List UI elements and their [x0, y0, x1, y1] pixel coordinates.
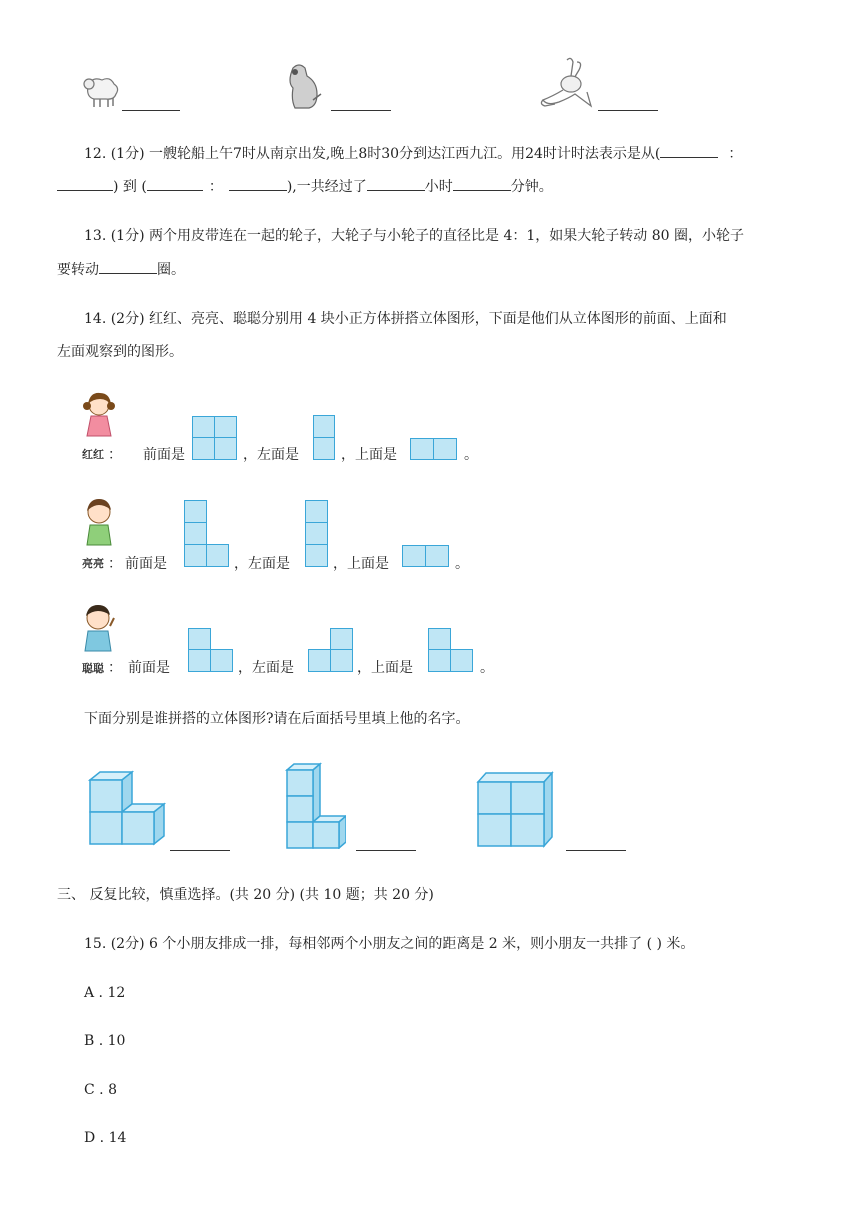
view-square: [214, 437, 237, 460]
q12-text-to: ) 到 (: [113, 179, 147, 195]
view-square: [214, 416, 237, 438]
q12-start-hour-blank[interactable]: [660, 143, 718, 158]
cube-figure-3: [476, 770, 554, 848]
cube-figure-2: [284, 761, 346, 849]
rabbit-sketch-image: [537, 56, 595, 112]
congcong-name: 聪聪: [82, 662, 104, 675]
rabbit-answer-blank[interactable]: [598, 96, 658, 111]
liangliang-colon: ：: [108, 556, 122, 572]
q13-text-laps: 圈。: [157, 262, 185, 278]
congcong-colon: ：: [108, 660, 122, 676]
q12-minutes-blank[interactable]: [453, 176, 511, 191]
q14-instruction: 下面分别是谁拼搭的立体图形?请在后面括号里填上他的名字。: [84, 711, 470, 727]
congcong-front-label: 前面是: [128, 660, 170, 676]
q12-hours-blank[interactable]: [367, 176, 425, 191]
liangliang-name: 亮亮: [82, 557, 104, 570]
view-square: [402, 545, 426, 567]
q12-line2: [57, 176, 553, 197]
view-square: [330, 649, 353, 672]
q14-line2: 左面观察到的图形。: [57, 344, 183, 360]
cube-figure-1: [84, 770, 166, 848]
q15-option-c[interactable]: C . 8: [84, 1082, 117, 1098]
honghong-colon: ：: [108, 447, 122, 463]
liangliang-left-label: ，左面是: [234, 556, 290, 572]
q12-start-minute-blank[interactable]: [57, 176, 113, 191]
view-square: [305, 522, 328, 545]
q15-option-a[interactable]: A . 12: [84, 985, 126, 1001]
q12-text-total: ),一共经过了: [286, 179, 367, 195]
q15-option-b[interactable]: B . 10: [84, 1033, 126, 1049]
view-square: [330, 628, 353, 650]
honghong-left-label: ，左面是: [243, 447, 299, 463]
view-square: [305, 544, 328, 567]
honghong-name: 红红: [82, 448, 104, 461]
view-square: [313, 415, 335, 438]
q12-end-minute-blank[interactable]: [229, 176, 287, 191]
q12-line1: [84, 143, 742, 164]
q15-stem: 15. (2分) 6 个小朋友排成一排，每相邻两个小朋友之间的距离是 2 米，则小朋友一共排了 ( ) 米。: [84, 936, 695, 952]
view-square: [313, 437, 335, 460]
view-square: [428, 649, 451, 672]
q13-line1: 13. (1分) 两个用皮带连在一起的轮子，大轮子与小轮子的直径比是 4：1，如果大轮子转动 80 圈，小轮子: [84, 228, 744, 244]
view-square: [184, 544, 207, 567]
honghong-avatar: [82, 392, 116, 438]
q12-colon: ：: [728, 146, 743, 162]
dog-sketch-image: [283, 62, 323, 110]
view-square: [188, 649, 211, 672]
cube-figure-3-answer-blank[interactable]: [566, 836, 626, 851]
q12-end-hour-blank[interactable]: [147, 176, 203, 191]
sheep-sketch-image: [80, 68, 124, 112]
view-square: [192, 416, 215, 438]
view-square: [305, 500, 328, 523]
honghong-front-label: 前面是: [143, 447, 185, 463]
view-square: [428, 628, 451, 650]
congcong-top-label: ，上面是: [357, 660, 413, 676]
honghong-top-label: ，上面是: [341, 447, 397, 463]
q13-answer-blank[interactable]: [99, 259, 157, 274]
view-square: [425, 545, 449, 567]
q12-colon2: ：: [208, 179, 223, 195]
q13-line2: [57, 259, 185, 280]
section3-title: 三、 反复比较，慎重选择。(共 20 分) (共 10 题；共 20 分): [57, 887, 434, 903]
view-square: [184, 500, 207, 523]
congcong-end: 。: [480, 660, 494, 676]
congcong-avatar: [82, 604, 118, 654]
liangliang-front-label: 前面是: [125, 556, 167, 572]
view-square: [206, 544, 229, 567]
q12-text-minutes: 分钟。: [510, 179, 553, 195]
view-square: [410, 438, 434, 460]
view-square: [184, 522, 207, 545]
view-square: [433, 438, 457, 460]
congcong-left-label: ，左面是: [238, 660, 294, 676]
cube-figure-1-answer-blank[interactable]: [170, 836, 230, 851]
view-square: [450, 649, 473, 672]
q14-line1: 14. (2分) 红红、亮亮、聪聪分别用 4 块小正方体拼搭立体图形，下面是他们从立体图形的前面、上面和: [84, 311, 727, 327]
dog-answer-blank[interactable]: [331, 96, 391, 111]
view-square: [192, 437, 215, 460]
q13-text-turn: 要转动: [57, 262, 99, 278]
cube-figure-2-answer-blank[interactable]: [356, 836, 416, 851]
q15-option-d[interactable]: D . 14: [84, 1130, 127, 1146]
sheep-answer-blank[interactable]: [122, 96, 180, 111]
liangliang-top-label: ，上面是: [333, 556, 389, 572]
liangliang-end: 。: [455, 556, 469, 572]
view-square: [210, 649, 233, 672]
liangliang-avatar: [82, 498, 116, 548]
view-square: [308, 649, 331, 672]
q12-text-hours: 小时: [424, 179, 453, 195]
honghong-end: 。: [464, 447, 478, 463]
q12-text: 12. (1分) 一艘轮船上午7时从南京出发,晚上8时30分到达江西九江。用24时计时法表示是从(: [84, 146, 661, 162]
view-square: [188, 628, 211, 650]
